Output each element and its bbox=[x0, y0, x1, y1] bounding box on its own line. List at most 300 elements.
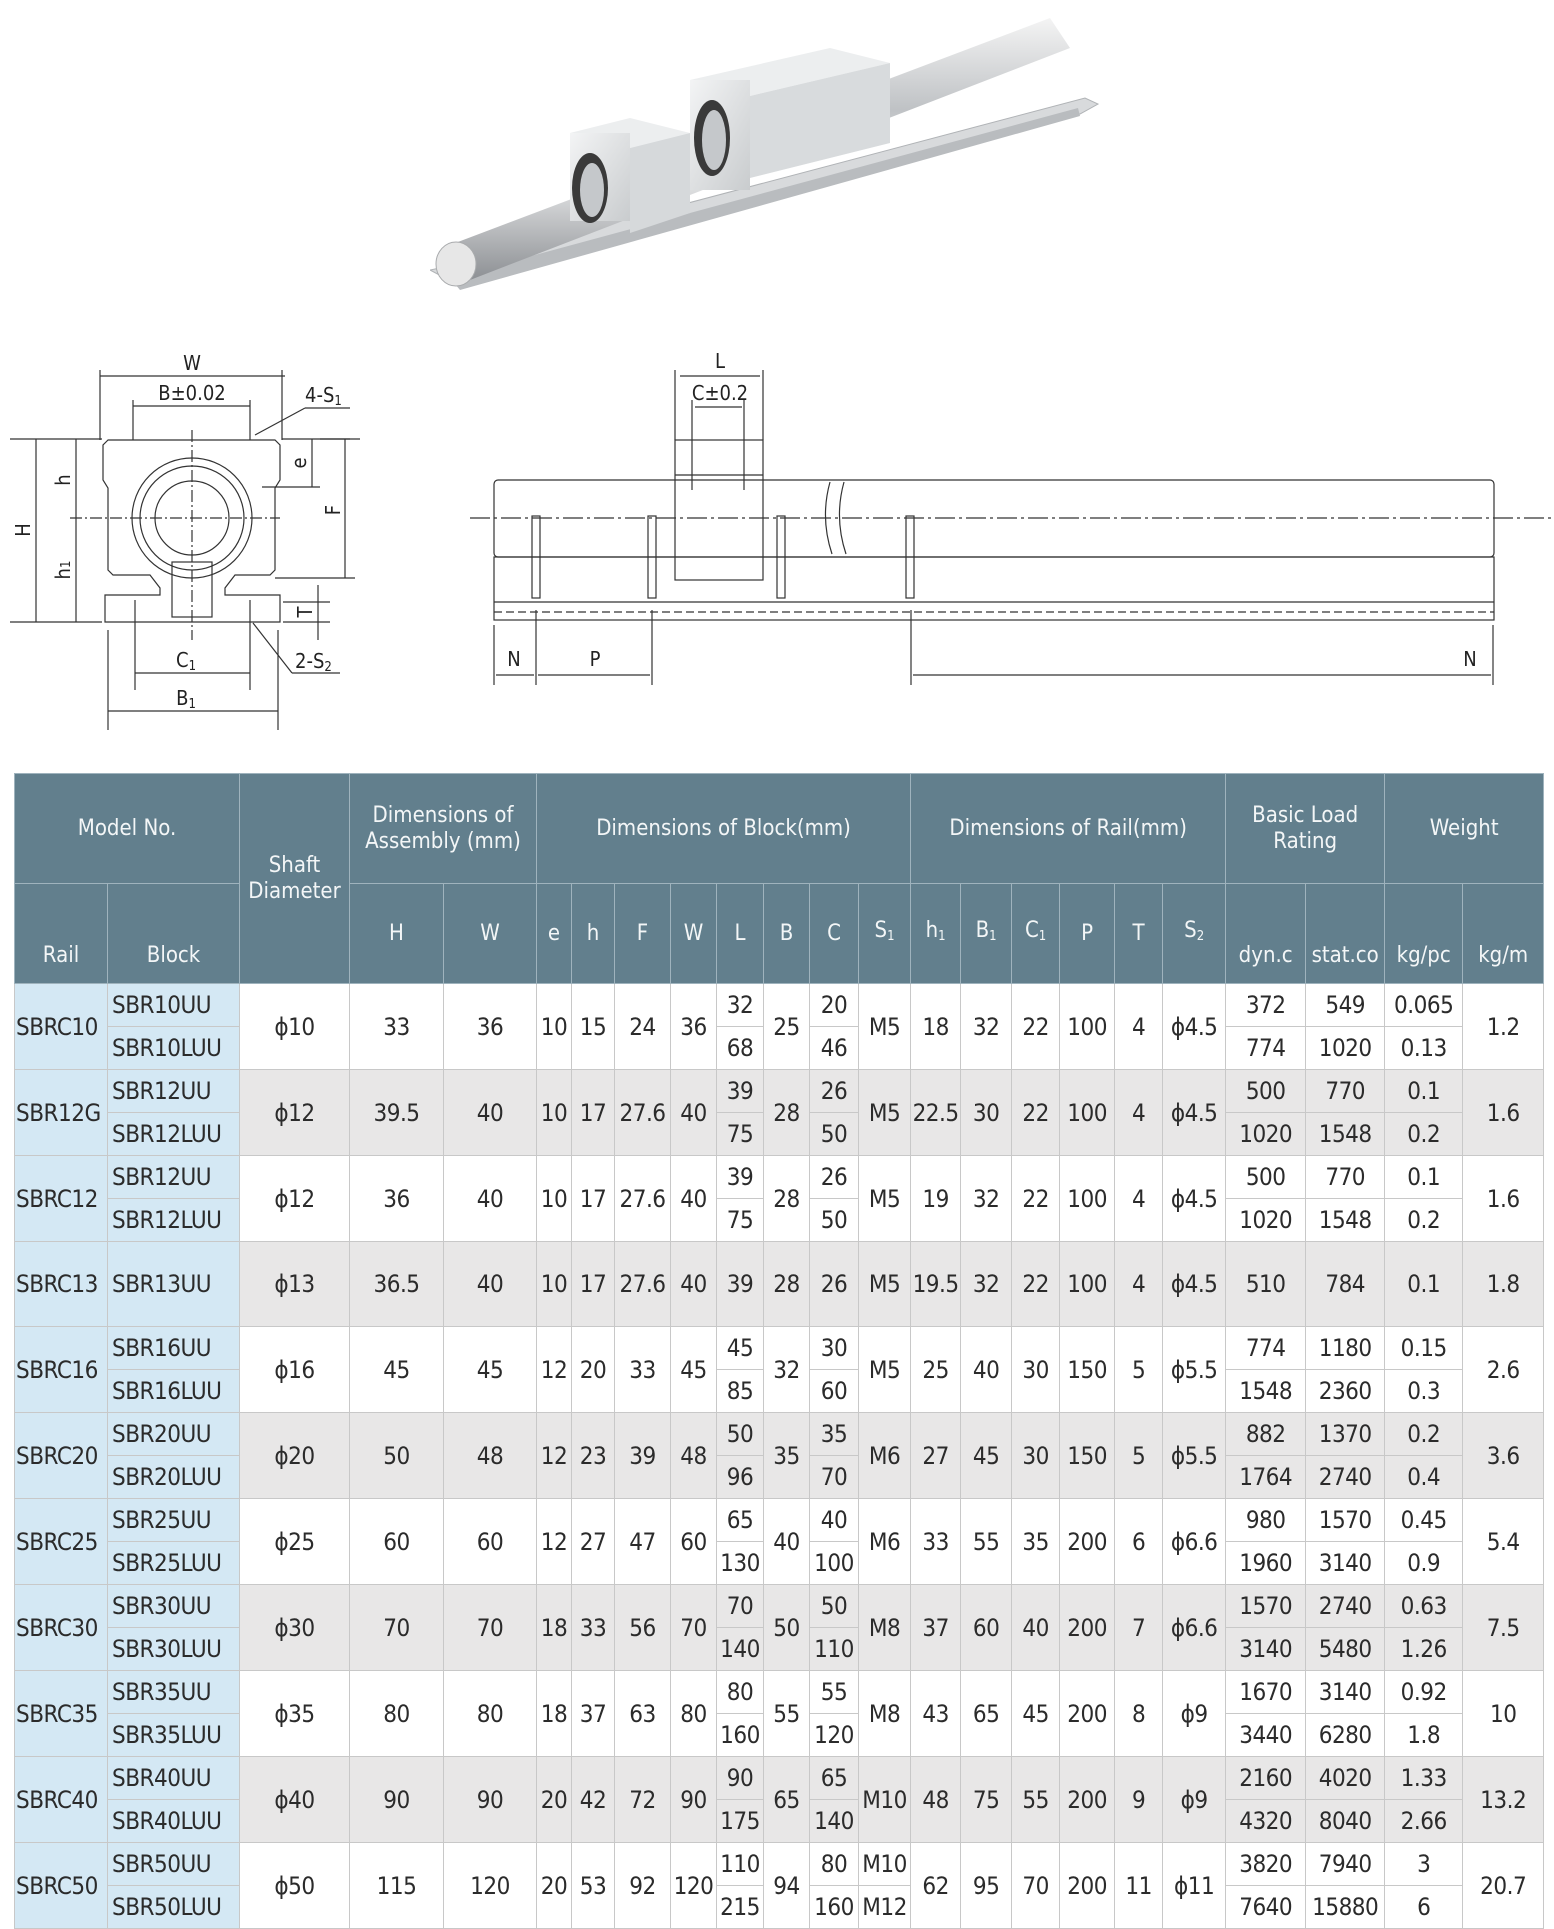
cell-kgpc: 0.45 bbox=[1385, 1499, 1463, 1542]
cell-e: 20 bbox=[537, 1843, 572, 1929]
cell-kgpc: 0.2 bbox=[1385, 1113, 1463, 1156]
cell-L: 39 bbox=[717, 1242, 764, 1327]
cell-W: 120 bbox=[444, 1843, 537, 1929]
cell-dyn: 980 bbox=[1226, 1499, 1306, 1542]
cell-stat: 1548 bbox=[1306, 1113, 1385, 1156]
cell-C1: 45 bbox=[1012, 1671, 1060, 1757]
cell-kgpc: 0.065 bbox=[1385, 984, 1463, 1027]
cell-S2: ϕ5.5 bbox=[1163, 1413, 1226, 1499]
cell-kgpc: 0.4 bbox=[1385, 1456, 1463, 1499]
cell-L: 50 bbox=[717, 1413, 764, 1456]
cell-h1: 37 bbox=[911, 1585, 961, 1671]
cell-B1: 95 bbox=[961, 1843, 1012, 1929]
cell-B: 32 bbox=[764, 1327, 810, 1413]
cell-P: 200 bbox=[1060, 1499, 1115, 1585]
cell-L: 175 bbox=[717, 1800, 764, 1843]
cell-C: 46 bbox=[810, 1027, 859, 1070]
cell-h: 27 bbox=[572, 1499, 615, 1585]
cell-C: 30 bbox=[810, 1327, 859, 1370]
cell-S2: ϕ4.5 bbox=[1163, 1242, 1226, 1327]
cell-W: 80 bbox=[444, 1671, 537, 1757]
cell-B1: 30 bbox=[961, 1070, 1012, 1156]
cell-shaft: ϕ13 bbox=[240, 1242, 350, 1327]
cell-P: 150 bbox=[1060, 1413, 1115, 1499]
cell-P: 200 bbox=[1060, 1671, 1115, 1757]
cell-dyn: 1020 bbox=[1226, 1113, 1306, 1156]
cell-T: 7 bbox=[1115, 1585, 1163, 1671]
cell-kgm: 2.6 bbox=[1463, 1327, 1544, 1413]
label-N-right: N bbox=[1463, 647, 1477, 671]
cell-h: 33 bbox=[572, 1585, 615, 1671]
table-row bbox=[15, 984, 1544, 1027]
cell-bW: 120 bbox=[671, 1843, 717, 1929]
cell-bW: 40 bbox=[671, 1242, 717, 1327]
cell-S1: M10 bbox=[859, 1757, 911, 1843]
rail-model-cell: SBRC10 bbox=[15, 984, 108, 1070]
cell-stat: 6280 bbox=[1306, 1714, 1385, 1757]
cell-kgpc: 1.26 bbox=[1385, 1628, 1463, 1671]
cell-C: 80 bbox=[810, 1843, 859, 1886]
cell-B1: 60 bbox=[961, 1585, 1012, 1671]
rail-model-cell: SBRC16 bbox=[15, 1327, 108, 1413]
cell-shaft: ϕ12 bbox=[240, 1156, 350, 1242]
block-model-cell: SBR25UU bbox=[108, 1499, 240, 1542]
block-model-cell: SBR50UU bbox=[108, 1843, 240, 1886]
front-view-drawing bbox=[0, 340, 400, 730]
cell-W: 40 bbox=[444, 1242, 537, 1327]
cell-T: 8 bbox=[1115, 1671, 1163, 1757]
block-model-cell: SBR13UU bbox=[108, 1242, 240, 1327]
col-h: h bbox=[572, 884, 615, 984]
cell-T: 4 bbox=[1115, 1070, 1163, 1156]
cell-bW: 48 bbox=[671, 1413, 717, 1499]
block-model-cell: SBR12LUU bbox=[108, 1199, 240, 1242]
cell-B: 25 bbox=[764, 984, 810, 1070]
block-model-cell: SBR40UU bbox=[108, 1757, 240, 1800]
cell-h1: 19.5 bbox=[911, 1242, 961, 1327]
cell-H: 45 bbox=[350, 1327, 444, 1413]
rail-model-cell: SBRC40 bbox=[15, 1757, 108, 1843]
cell-L: 215 bbox=[717, 1886, 764, 1929]
cell-kgm: 1.6 bbox=[1463, 1156, 1544, 1242]
cell-dyn: 7640 bbox=[1226, 1886, 1306, 1929]
cell-shaft: ϕ12 bbox=[240, 1070, 350, 1156]
cell-dyn: 1764 bbox=[1226, 1456, 1306, 1499]
cell-stat: 4020 bbox=[1306, 1757, 1385, 1800]
cell-W: 45 bbox=[444, 1327, 537, 1413]
cell-shaft: ϕ40 bbox=[240, 1757, 350, 1843]
cell-S2: ϕ4.5 bbox=[1163, 1156, 1226, 1242]
cell-stat: 3140 bbox=[1306, 1542, 1385, 1585]
cell-B: 28 bbox=[764, 1070, 810, 1156]
col-C: C bbox=[810, 884, 859, 984]
cell-bW: 45 bbox=[671, 1327, 717, 1413]
cell-C: 26 bbox=[810, 1070, 859, 1113]
label-H: H bbox=[11, 523, 35, 537]
cell-stat: 2740 bbox=[1306, 1585, 1385, 1628]
cell-dyn: 3440 bbox=[1226, 1714, 1306, 1757]
label-F: F bbox=[321, 504, 345, 516]
cell-S1: M5 bbox=[859, 984, 911, 1070]
cell-e: 18 bbox=[537, 1671, 572, 1757]
col-kgpc: kg/pc bbox=[1385, 884, 1463, 984]
col-e: e bbox=[537, 884, 572, 984]
cell-W: 70 bbox=[444, 1585, 537, 1671]
cell-shaft: ϕ25 bbox=[240, 1499, 350, 1585]
cell-C: 110 bbox=[810, 1628, 859, 1671]
cell-e: 20 bbox=[537, 1757, 572, 1843]
label-T: T bbox=[293, 606, 317, 618]
table-row bbox=[15, 1757, 1544, 1800]
cell-dyn: 1670 bbox=[1226, 1671, 1306, 1714]
col-T: T bbox=[1115, 884, 1163, 984]
cell-h: 17 bbox=[572, 1070, 615, 1156]
cell-S1: M6 bbox=[859, 1499, 911, 1585]
cell-shaft: ϕ30 bbox=[240, 1585, 350, 1671]
cell-P: 100 bbox=[1060, 1070, 1115, 1156]
cell-kgm: 7.5 bbox=[1463, 1585, 1544, 1671]
cell-C: 140 bbox=[810, 1800, 859, 1843]
cell-F: 27.6 bbox=[615, 1242, 671, 1327]
cell-e: 10 bbox=[537, 984, 572, 1070]
cell-C1: 22 bbox=[1012, 1070, 1060, 1156]
cell-C1: 22 bbox=[1012, 1242, 1060, 1327]
block-model-cell: SBR50LUU bbox=[108, 1886, 240, 1929]
cell-S2: ϕ6.6 bbox=[1163, 1585, 1226, 1671]
cell-stat: 1020 bbox=[1306, 1027, 1385, 1070]
cell-L: 39 bbox=[717, 1156, 764, 1199]
cell-B1: 32 bbox=[961, 984, 1012, 1070]
cell-dyn: 774 bbox=[1226, 1027, 1306, 1070]
cell-dyn: 4320 bbox=[1226, 1800, 1306, 1843]
block-model-cell: SBR16UU bbox=[108, 1327, 240, 1370]
col-block-W: W bbox=[671, 884, 717, 984]
cell-B: 28 bbox=[764, 1156, 810, 1242]
cell-kgm: 13.2 bbox=[1463, 1757, 1544, 1843]
cell-L: 140 bbox=[717, 1628, 764, 1671]
table-row bbox=[15, 1327, 1544, 1370]
cell-B: 50 bbox=[764, 1585, 810, 1671]
cell-dyn: 3140 bbox=[1226, 1628, 1306, 1671]
cell-P: 200 bbox=[1060, 1843, 1115, 1929]
cell-dyn: 774 bbox=[1226, 1327, 1306, 1370]
header-model-no: Model No. bbox=[15, 774, 240, 884]
cell-C: 35 bbox=[810, 1413, 859, 1456]
header-rail: Dimensions of Rail(mm) bbox=[911, 774, 1226, 884]
cell-L: 70 bbox=[717, 1585, 764, 1628]
block-model-cell: SBR10LUU bbox=[108, 1027, 240, 1070]
cell-L: 85 bbox=[717, 1370, 764, 1413]
cell-stat: 1180 bbox=[1306, 1327, 1385, 1370]
cell-e: 12 bbox=[537, 1413, 572, 1499]
cell-S1: M8 bbox=[859, 1671, 911, 1757]
cell-B: 65 bbox=[764, 1757, 810, 1843]
cell-kgpc: 0.2 bbox=[1385, 1413, 1463, 1456]
cell-kgpc: 0.92 bbox=[1385, 1671, 1463, 1714]
cell-S2: ϕ9 bbox=[1163, 1671, 1226, 1757]
cell-shaft: ϕ50 bbox=[240, 1843, 350, 1929]
cell-H: 36.5 bbox=[350, 1242, 444, 1327]
rail-model-cell: SBRC20 bbox=[15, 1413, 108, 1499]
cell-W: 40 bbox=[444, 1156, 537, 1242]
cell-shaft: ϕ10 bbox=[240, 984, 350, 1070]
cell-stat: 2740 bbox=[1306, 1456, 1385, 1499]
cell-C1: 70 bbox=[1012, 1843, 1060, 1929]
label-W: W bbox=[183, 351, 201, 375]
cell-P: 100 bbox=[1060, 1156, 1115, 1242]
cell-h1: 48 bbox=[911, 1757, 961, 1843]
cell-S1: M8 bbox=[859, 1585, 911, 1671]
col-W: W bbox=[444, 884, 537, 984]
cell-stat: 3140 bbox=[1306, 1671, 1385, 1714]
cell-kgm: 10 bbox=[1463, 1671, 1544, 1757]
cell-C1: 30 bbox=[1012, 1327, 1060, 1413]
cell-W: 40 bbox=[444, 1070, 537, 1156]
cell-B1: 45 bbox=[961, 1413, 1012, 1499]
cell-bW: 90 bbox=[671, 1757, 717, 1843]
cell-P: 200 bbox=[1060, 1585, 1115, 1671]
header-weight: Weight bbox=[1385, 774, 1544, 884]
label-P: P bbox=[589, 647, 601, 671]
cell-e: 12 bbox=[537, 1327, 572, 1413]
col-dyn: dyn.c bbox=[1226, 884, 1306, 984]
cell-L: 32 bbox=[717, 984, 764, 1027]
cell-dyn: 510 bbox=[1226, 1242, 1306, 1327]
cell-H: 70 bbox=[350, 1585, 444, 1671]
rail-model-cell: SBRC35 bbox=[15, 1671, 108, 1757]
cell-B: 55 bbox=[764, 1671, 810, 1757]
col-rail: Rail bbox=[15, 884, 108, 984]
cell-C: 60 bbox=[810, 1370, 859, 1413]
cell-shaft: ϕ16 bbox=[240, 1327, 350, 1413]
cell-h: 17 bbox=[572, 1242, 615, 1327]
col-L: L bbox=[717, 884, 764, 984]
cell-P: 200 bbox=[1060, 1757, 1115, 1843]
cell-kgm: 3.6 bbox=[1463, 1413, 1544, 1499]
product-photo bbox=[430, 8, 1120, 308]
cell-L: 45 bbox=[717, 1327, 764, 1370]
cell-kgm: 20.7 bbox=[1463, 1843, 1544, 1929]
cell-kgpc: 3 bbox=[1385, 1843, 1463, 1886]
cell-C: 160 bbox=[810, 1886, 859, 1929]
col-stat: stat.co bbox=[1306, 884, 1385, 984]
cell-B1: 55 bbox=[961, 1499, 1012, 1585]
cell-stat: 7940 bbox=[1306, 1843, 1385, 1886]
cell-dyn: 1960 bbox=[1226, 1542, 1306, 1585]
cell-H: 80 bbox=[350, 1671, 444, 1757]
cell-S1: M5 bbox=[859, 1156, 911, 1242]
cell-h1: 27 bbox=[911, 1413, 961, 1499]
cell-B: 28 bbox=[764, 1242, 810, 1327]
cell-S1: M12 bbox=[859, 1886, 911, 1929]
block-model-cell: SBR25LUU bbox=[108, 1542, 240, 1585]
header-shaft-diameter: Shaft Diameter bbox=[240, 774, 350, 984]
block-model-cell: SBR30LUU bbox=[108, 1628, 240, 1671]
cell-stat: 5480 bbox=[1306, 1628, 1385, 1671]
cell-h: 23 bbox=[572, 1413, 615, 1499]
cell-C: 50 bbox=[810, 1113, 859, 1156]
cell-h1: 62 bbox=[911, 1843, 961, 1929]
cell-kgpc: 0.15 bbox=[1385, 1327, 1463, 1370]
cell-dyn: 1570 bbox=[1226, 1585, 1306, 1628]
table-row bbox=[15, 1070, 1544, 1113]
cell-S2: ϕ6.6 bbox=[1163, 1499, 1226, 1585]
cell-L: 75 bbox=[717, 1199, 764, 1242]
col-B: B bbox=[764, 884, 810, 984]
cell-kgpc: 6 bbox=[1385, 1886, 1463, 1929]
cell-F: 92 bbox=[615, 1843, 671, 1929]
cell-h1: 25 bbox=[911, 1327, 961, 1413]
block-model-cell: SBR20LUU bbox=[108, 1456, 240, 1499]
cell-T: 6 bbox=[1115, 1499, 1163, 1585]
cell-kgm: 1.6 bbox=[1463, 1070, 1544, 1156]
cell-h1: 43 bbox=[911, 1671, 961, 1757]
col-S2: $S_2$ bbox=[1163, 884, 1226, 984]
cell-C: 20 bbox=[810, 984, 859, 1027]
table-row bbox=[15, 1413, 1544, 1456]
cell-h1: 19 bbox=[911, 1156, 961, 1242]
cell-e: 10 bbox=[537, 1242, 572, 1327]
label-2S2: 2-S2 bbox=[295, 649, 332, 675]
cell-bW: 40 bbox=[671, 1070, 717, 1156]
cell-T: 11 bbox=[1115, 1843, 1163, 1929]
rail-model-cell: SBRC12 bbox=[15, 1156, 108, 1242]
cell-kgpc: 0.1 bbox=[1385, 1156, 1463, 1199]
label-B1: B1 bbox=[176, 686, 196, 712]
col-kgm: kg/m bbox=[1463, 884, 1544, 984]
label-L: L bbox=[714, 349, 726, 373]
cell-shaft: ϕ20 bbox=[240, 1413, 350, 1499]
cell-S1: M6 bbox=[859, 1413, 911, 1499]
table-row bbox=[15, 1585, 1544, 1628]
cell-kgpc: 0.1 bbox=[1385, 1242, 1463, 1327]
table-row bbox=[15, 1499, 1544, 1542]
cell-B1: 32 bbox=[961, 1242, 1012, 1327]
cell-W: 60 bbox=[444, 1499, 537, 1585]
cell-C: 50 bbox=[810, 1199, 859, 1242]
cell-stat: 1370 bbox=[1306, 1413, 1385, 1456]
cell-stat: 784 bbox=[1306, 1242, 1385, 1327]
cell-e: 12 bbox=[537, 1499, 572, 1585]
cell-S2: ϕ9 bbox=[1163, 1757, 1226, 1843]
cell-T: 5 bbox=[1115, 1327, 1163, 1413]
cell-S2: ϕ4.5 bbox=[1163, 984, 1226, 1070]
cell-L: 39 bbox=[717, 1070, 764, 1113]
label-h: h bbox=[51, 474, 75, 486]
cell-stat: 8040 bbox=[1306, 1800, 1385, 1843]
cell-h: 20 bbox=[572, 1327, 615, 1413]
block-model-cell: SBR10UU bbox=[108, 984, 240, 1027]
table-row bbox=[15, 1242, 1544, 1327]
label-C1: C1 bbox=[175, 648, 197, 674]
col-S1: $S_1$ bbox=[859, 884, 911, 984]
cell-B: 35 bbox=[764, 1413, 810, 1499]
cell-C1: 22 bbox=[1012, 984, 1060, 1070]
cell-S1: M10 bbox=[859, 1843, 911, 1886]
cell-L: 110 bbox=[717, 1843, 764, 1886]
cell-S1: M5 bbox=[859, 1327, 911, 1413]
label-e: e bbox=[287, 457, 311, 469]
cell-kgpc: 2.66 bbox=[1385, 1800, 1463, 1843]
rail-model-cell: SBR12G bbox=[15, 1070, 108, 1156]
block-model-cell: SBR40LUU bbox=[108, 1800, 240, 1843]
cell-W: 36 bbox=[444, 984, 537, 1070]
cell-C: 40 bbox=[810, 1499, 859, 1542]
header-assembly: Dimensions of Assembly (mm) bbox=[350, 774, 537, 884]
cell-S2: ϕ4.5 bbox=[1163, 1070, 1226, 1156]
cell-dyn: 372 bbox=[1226, 984, 1306, 1027]
cell-F: 47 bbox=[615, 1499, 671, 1585]
cell-bW: 40 bbox=[671, 1156, 717, 1242]
cell-kgpc: 0.1 bbox=[1385, 1070, 1463, 1113]
cell-bW: 60 bbox=[671, 1499, 717, 1585]
short-block-icon bbox=[570, 118, 690, 233]
cell-kgpc: 1.33 bbox=[1385, 1757, 1463, 1800]
cell-e: 18 bbox=[537, 1585, 572, 1671]
cell-L: 130 bbox=[717, 1542, 764, 1585]
cell-e: 10 bbox=[537, 1156, 572, 1242]
cell-dyn: 3820 bbox=[1226, 1843, 1306, 1886]
cell-L: 65 bbox=[717, 1499, 764, 1542]
cell-H: 50 bbox=[350, 1413, 444, 1499]
cell-C1: 40 bbox=[1012, 1585, 1060, 1671]
cell-H: 39.5 bbox=[350, 1070, 444, 1156]
col-F: F bbox=[615, 884, 671, 984]
cell-h: 37 bbox=[572, 1671, 615, 1757]
cell-h1: 22.5 bbox=[911, 1070, 961, 1156]
col-P: P bbox=[1060, 884, 1115, 984]
cell-P: 100 bbox=[1060, 984, 1115, 1070]
cell-F: 27.6 bbox=[615, 1156, 671, 1242]
cell-W: 48 bbox=[444, 1413, 537, 1499]
cell-B1: 65 bbox=[961, 1671, 1012, 1757]
cell-C: 55 bbox=[810, 1671, 859, 1714]
cell-stat: 2360 bbox=[1306, 1370, 1385, 1413]
cell-F: 27.6 bbox=[615, 1070, 671, 1156]
cell-kgpc: 1.8 bbox=[1385, 1714, 1463, 1757]
side-view-drawing bbox=[470, 340, 1554, 690]
cell-S1: M5 bbox=[859, 1242, 911, 1327]
cell-shaft: ϕ35 bbox=[240, 1671, 350, 1757]
cell-C1: 30 bbox=[1012, 1413, 1060, 1499]
cell-T: 5 bbox=[1115, 1413, 1163, 1499]
cell-P: 100 bbox=[1060, 1242, 1115, 1327]
cell-bW: 80 bbox=[671, 1671, 717, 1757]
cell-stat: 549 bbox=[1306, 984, 1385, 1027]
cell-h: 42 bbox=[572, 1757, 615, 1843]
cell-kgm: 1.2 bbox=[1463, 984, 1544, 1070]
cell-P: 150 bbox=[1060, 1327, 1115, 1413]
cell-B1: 32 bbox=[961, 1156, 1012, 1242]
cell-F: 63 bbox=[615, 1671, 671, 1757]
label-B: B±0.02 bbox=[158, 381, 226, 405]
block-model-cell: SBR12UU bbox=[108, 1156, 240, 1199]
cell-C: 26 bbox=[810, 1242, 859, 1327]
cell-kgm: 1.8 bbox=[1463, 1242, 1544, 1327]
cell-dyn: 1548 bbox=[1226, 1370, 1306, 1413]
cell-F: 39 bbox=[615, 1413, 671, 1499]
cell-B: 40 bbox=[764, 1499, 810, 1585]
block-model-cell: SBR30UU bbox=[108, 1585, 240, 1628]
cell-kgpc: 0.9 bbox=[1385, 1542, 1463, 1585]
cell-stat: 15880 bbox=[1306, 1886, 1385, 1929]
cell-C1: 55 bbox=[1012, 1757, 1060, 1843]
cell-W: 90 bbox=[444, 1757, 537, 1843]
cell-h: 17 bbox=[572, 1156, 615, 1242]
cell-L: 96 bbox=[717, 1456, 764, 1499]
cell-S2: ϕ5.5 bbox=[1163, 1327, 1226, 1413]
table-row bbox=[15, 1156, 1544, 1199]
